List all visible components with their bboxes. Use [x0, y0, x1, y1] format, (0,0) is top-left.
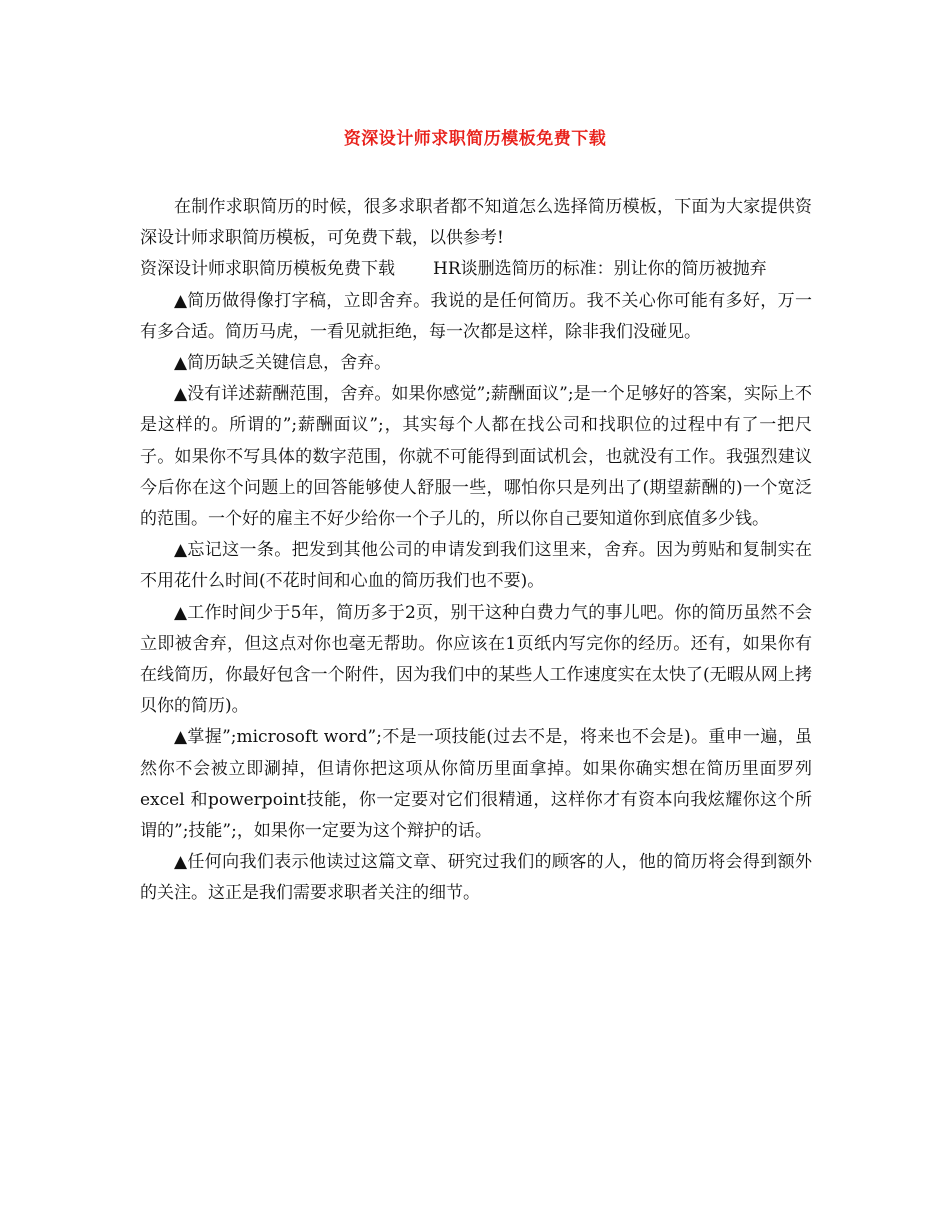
body-paragraph: ▲没有详述薪酬范围，舍弃。如果你感觉”;薪酬面议”;是一个足够好的答案，实际上不是这样的。所谓的”;薪酬面议”;，其实每个人都在找公司和找职位的过程中有了一把尺子。如果你不写具体的数字范围，你就不可能得到面试机会，也就没有工作。我强烈建议今后你在这个问题上的回答能够使人舒服一些，哪怕你只是列出了(期望薪酬的)一个宽泛的范围。一个好的雇主不好少给你一个子儿的，所以你自己要知道你到底值多少钱。	[140, 384, 812, 530]
intro-paragraph: 在制作求职简历的时候，很多求职者都不知道怎么选择简历模板，下面为大家提供资深设计师求职简历模板，可免费下载，以供参考!	[140, 197, 812, 249]
body-paragraph: ▲简历缺乏关键信息，舍弃。	[174, 353, 392, 374]
body-paragraph: ▲任何向我们表示他读过这篇文章、研究过我们的顾客的人，他的简历将会得到额外的关注。这正是我们需要求职者关注的细节。	[140, 852, 812, 904]
subheading-line	[140, 254, 812, 285]
body-paragraph: ▲掌握”;microsoft word”;不是一项技能(过去不是，将来也不会是)。重申一遍，虽然你不会被立即涮掉，但请你把这项从你简历里面拿掉。如果你确实想在简历里面罗列excel 和powerpoint技能，你一定要对它们很精通，这样你才有资本向我炫耀你这个所谓的”;技能”;，如果你一定要为这个辩护的话。	[140, 727, 812, 842]
document-title: 资深设计师求职简历模板免费下载	[343, 129, 607, 149]
subheading-right: HR谈删选简历的标准：别让你的简历被抛弃	[433, 259, 767, 280]
body-paragraph: ▲工作时间少于5年，简历多于2页，别干这种白费力气的事儿吧。你的简历虽然不会立即被舍弃，但这点对你也毫无帮助。你应该在1页纸内写完你的经历。还有，如果你有在线简历，你最好包含一个附件，因为我们中的某些人工作速度实在太快了(无暇从网上拷贝你的简历)。	[140, 602, 812, 717]
body-paragraph: ▲忘记这一条。把发到其他公司的申请发到我们这里来，舍弃。因为剪贴和复制实在不用花什么时间(不花时间和心血的简历我们也不要)。	[140, 540, 812, 592]
document-body	[140, 192, 812, 910]
body-paragraph: ▲简历做得像打字稿，立即舍弃。我说的是任何简历。我不关心你可能有多好，万一有多合适。简历马虎，一看见就拒绝，每一次都是这样，除非我们没碰见。	[140, 290, 812, 342]
subheading-left: 资深设计师求职简历模板免费下载	[140, 259, 395, 280]
